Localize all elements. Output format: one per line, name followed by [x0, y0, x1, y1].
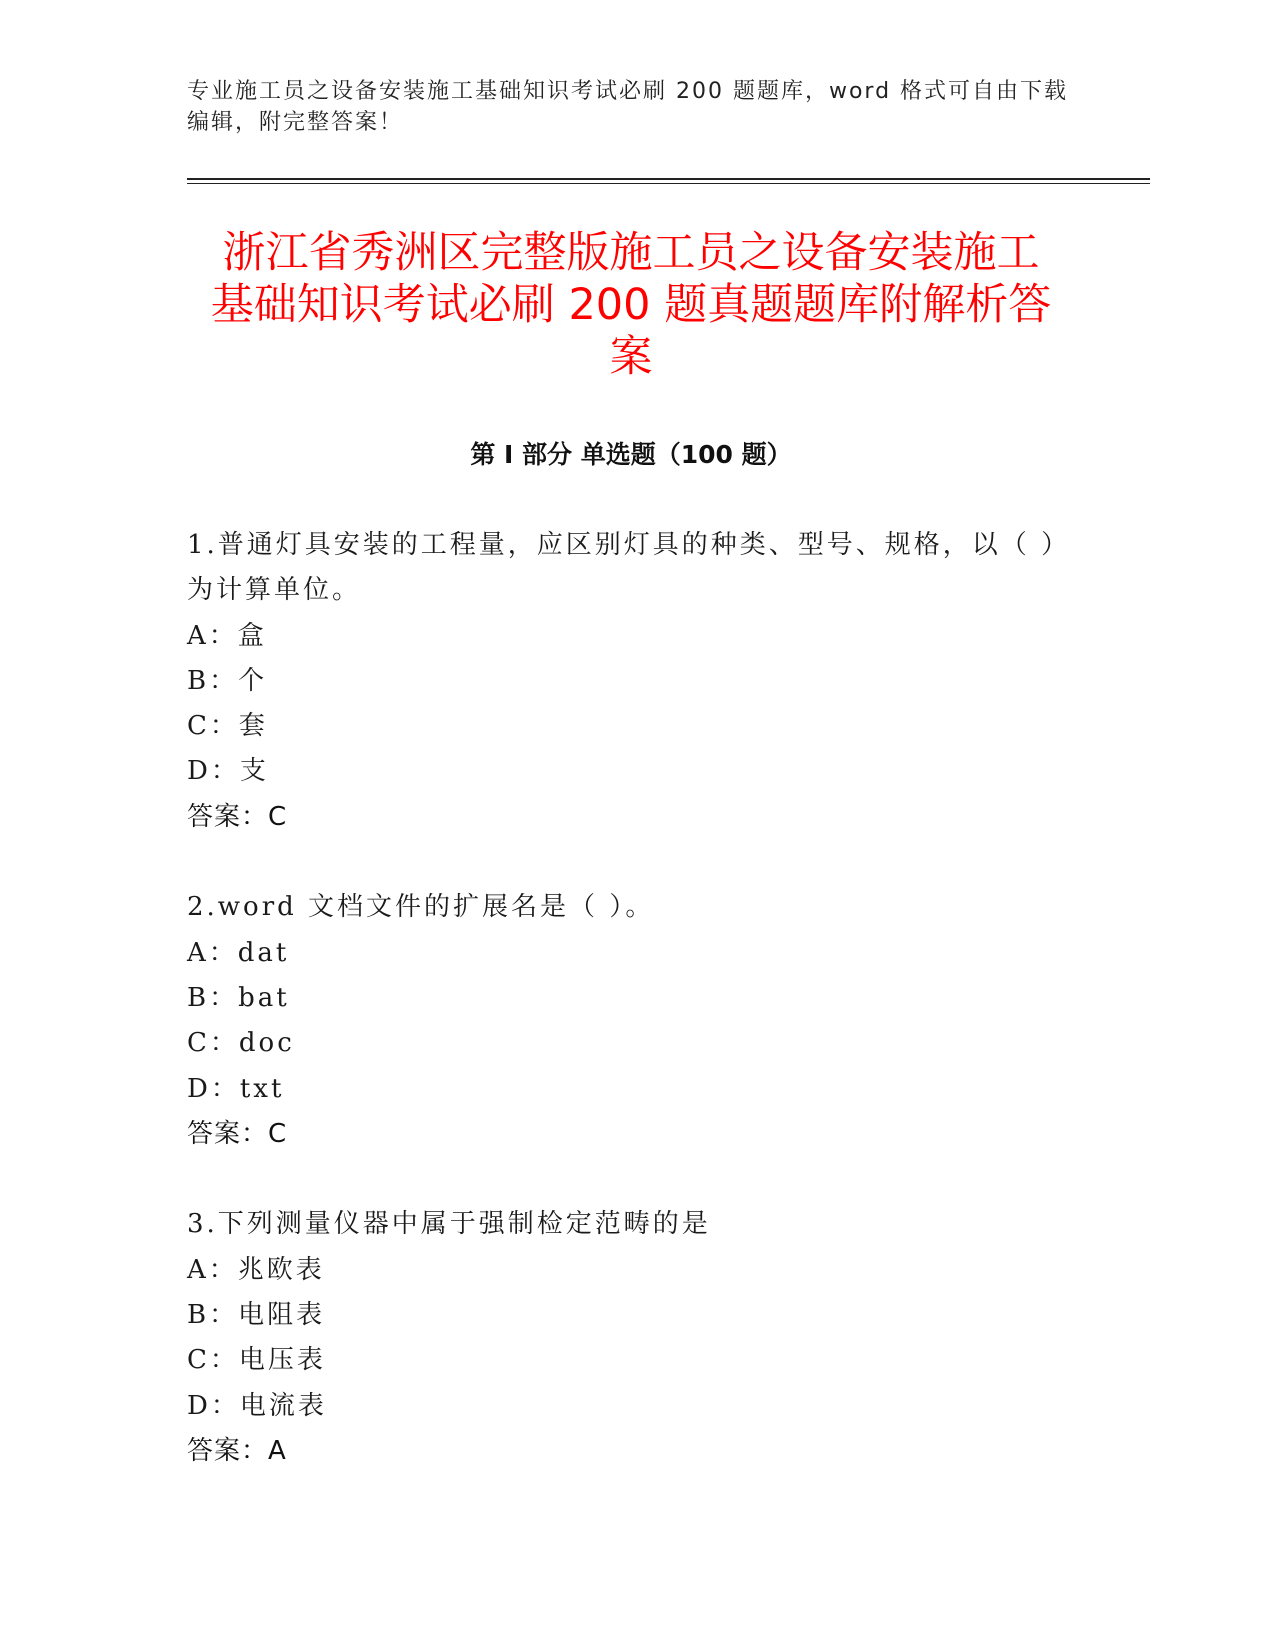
- option-d: D：电流表: [187, 1390, 327, 1421]
- question-text-line: 为计算单位。: [187, 575, 362, 606]
- option-a: A：兆欧表: [187, 1254, 325, 1285]
- answer-line: 答案：A: [187, 1435, 287, 1466]
- section-heading: 第 I 部分 单选题（100 题）: [470, 440, 792, 469]
- option-b: B：电阻表: [187, 1300, 326, 1331]
- answer-line: 答案：C: [187, 1118, 288, 1149]
- option-d: D：支: [187, 756, 269, 787]
- question-list: [187, 523, 1107, 1520]
- document-title: [187, 227, 1075, 383]
- question-text-line: 3.下列测量仪器中属于强制检定范畴的是: [187, 1209, 711, 1240]
- option-b: B：个: [187, 665, 268, 696]
- answer-line: 答案：C: [187, 801, 288, 832]
- header-note-line: 专业施工员之设备安装施工基础知识考试必刷 200 题题库，word 格式可自由下载: [187, 79, 1069, 104]
- header-note-line: 编辑，附完整答案！: [187, 110, 404, 135]
- question-text-line: 1.普通灯具安装的工程量，应区别灯具的种类、型号、规格，以（ ）: [187, 530, 1071, 560]
- option-b: B：bat: [187, 982, 290, 1013]
- question-item: [187, 885, 1107, 1157]
- option-d: D：txt: [187, 1073, 285, 1104]
- title-line: 案: [609, 332, 653, 382]
- option-a: A：dat: [187, 937, 290, 968]
- option-a: A：盒: [187, 620, 267, 651]
- header-rule-thin: [187, 183, 1150, 184]
- option-c: C：套: [187, 711, 268, 742]
- title-line: 浙江省秀洲区完整版施工员之设备安装施工: [222, 228, 1040, 278]
- option-c: C：电压表: [187, 1345, 326, 1376]
- question-item: [187, 523, 1107, 840]
- question-text-line: 2.word 文档文件的扩展名是（ ）。: [187, 892, 655, 923]
- header-rule-thick: [187, 178, 1150, 180]
- question-item: [187, 1202, 1107, 1474]
- option-c: C：doc: [187, 1028, 295, 1059]
- header-note: [187, 76, 1087, 138]
- title-line: 基础知识考试必刷 200 题真题题库附解析答: [210, 280, 1052, 330]
